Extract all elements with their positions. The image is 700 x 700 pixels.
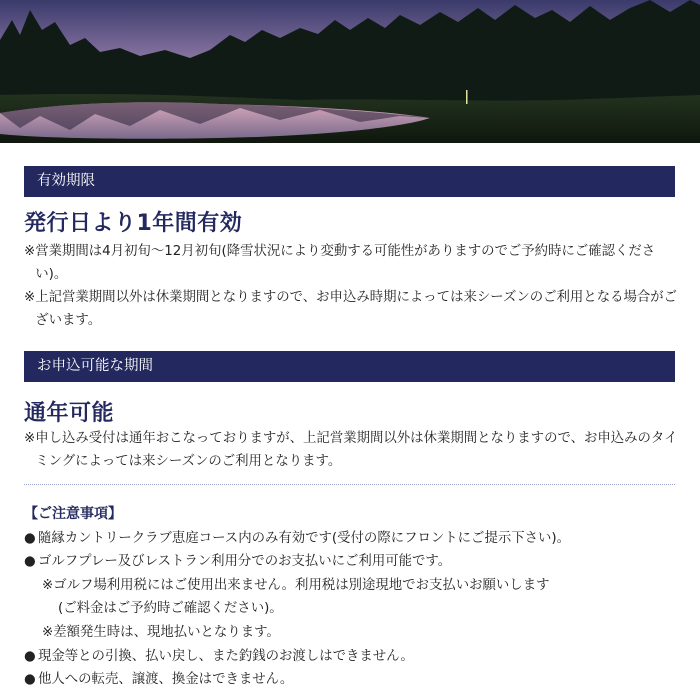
application-heading: お申込可能な期間: [37, 358, 153, 374]
application-note: [24, 427, 684, 473]
application-headline: 通年可能: [24, 401, 115, 426]
caution-line: [24, 550, 694, 574]
caution-title: 【ご注意事項】: [24, 506, 122, 522]
note-text: 上記営業期間以外は休業期間となりますので、お申込み時期によっては来シーズンのご利用となる場合がございます。: [35, 290, 678, 328]
caution-text: (ご料金はご予約時ご確認ください)。: [58, 601, 283, 617]
caution-text: ゴルフプレー及びレストラン利用分でのお支払いにご利用可能です。: [38, 554, 452, 570]
caution-text: 現金等との引換、払い戻し、また釣銭のお渡しはできません。: [38, 648, 414, 664]
note-mark: ※: [24, 290, 36, 305]
caution-line: [24, 668, 694, 692]
hero-golf-course-image: [0, 0, 700, 143]
bullet-icon: ●: [24, 530, 36, 546]
note-text: 営業期間は4月初旬～12月初旬(降雪状況により変動する可能性がありますのでご予約時にご確認ください)。: [35, 244, 656, 282]
note-mark: ※: [24, 244, 36, 259]
application-section-header: [24, 351, 675, 382]
caution-text: ※差額発生時は、現地払いとなります。: [42, 624, 280, 640]
validity-note: [24, 286, 684, 332]
validity-note: [24, 240, 684, 286]
caution-subline: [24, 574, 694, 598]
note-mark: ※: [24, 431, 36, 446]
bullet-icon: ●: [24, 648, 36, 664]
caution-section: [24, 503, 694, 692]
application-notes: [24, 427, 684, 473]
caution-line: [24, 645, 694, 669]
bullet-icon: ●: [24, 554, 36, 570]
caution-line: [24, 527, 694, 551]
validity-notes: [24, 240, 684, 332]
caution-text: ※ゴルフ場利用税にはご使用出来ません。利用税は別途現地でお支払いお願いします: [42, 577, 550, 593]
validity-headline: 発行日より1年間有効: [24, 211, 243, 236]
caution-subline: [24, 597, 694, 621]
caution-subline: [24, 621, 694, 645]
bullet-icon: ●: [24, 672, 36, 688]
caution-text: 隨縁カントリークラブ恵庭コース内のみ有効です(受付の際にフロントにご提示下さい)。: [38, 530, 571, 546]
caution-text: 他人への転売、譲渡、換金はできません。: [38, 672, 294, 688]
note-text: 申し込み受付は通年おこなっておりますが、上記営業期間以外は休業期間となりますので、お申込みのタイミングによっては来シーズンのご利用となります。: [35, 431, 678, 469]
validity-heading: 有効期限: [37, 173, 95, 189]
validity-section-header: [24, 166, 675, 197]
section-divider: [24, 484, 675, 485]
